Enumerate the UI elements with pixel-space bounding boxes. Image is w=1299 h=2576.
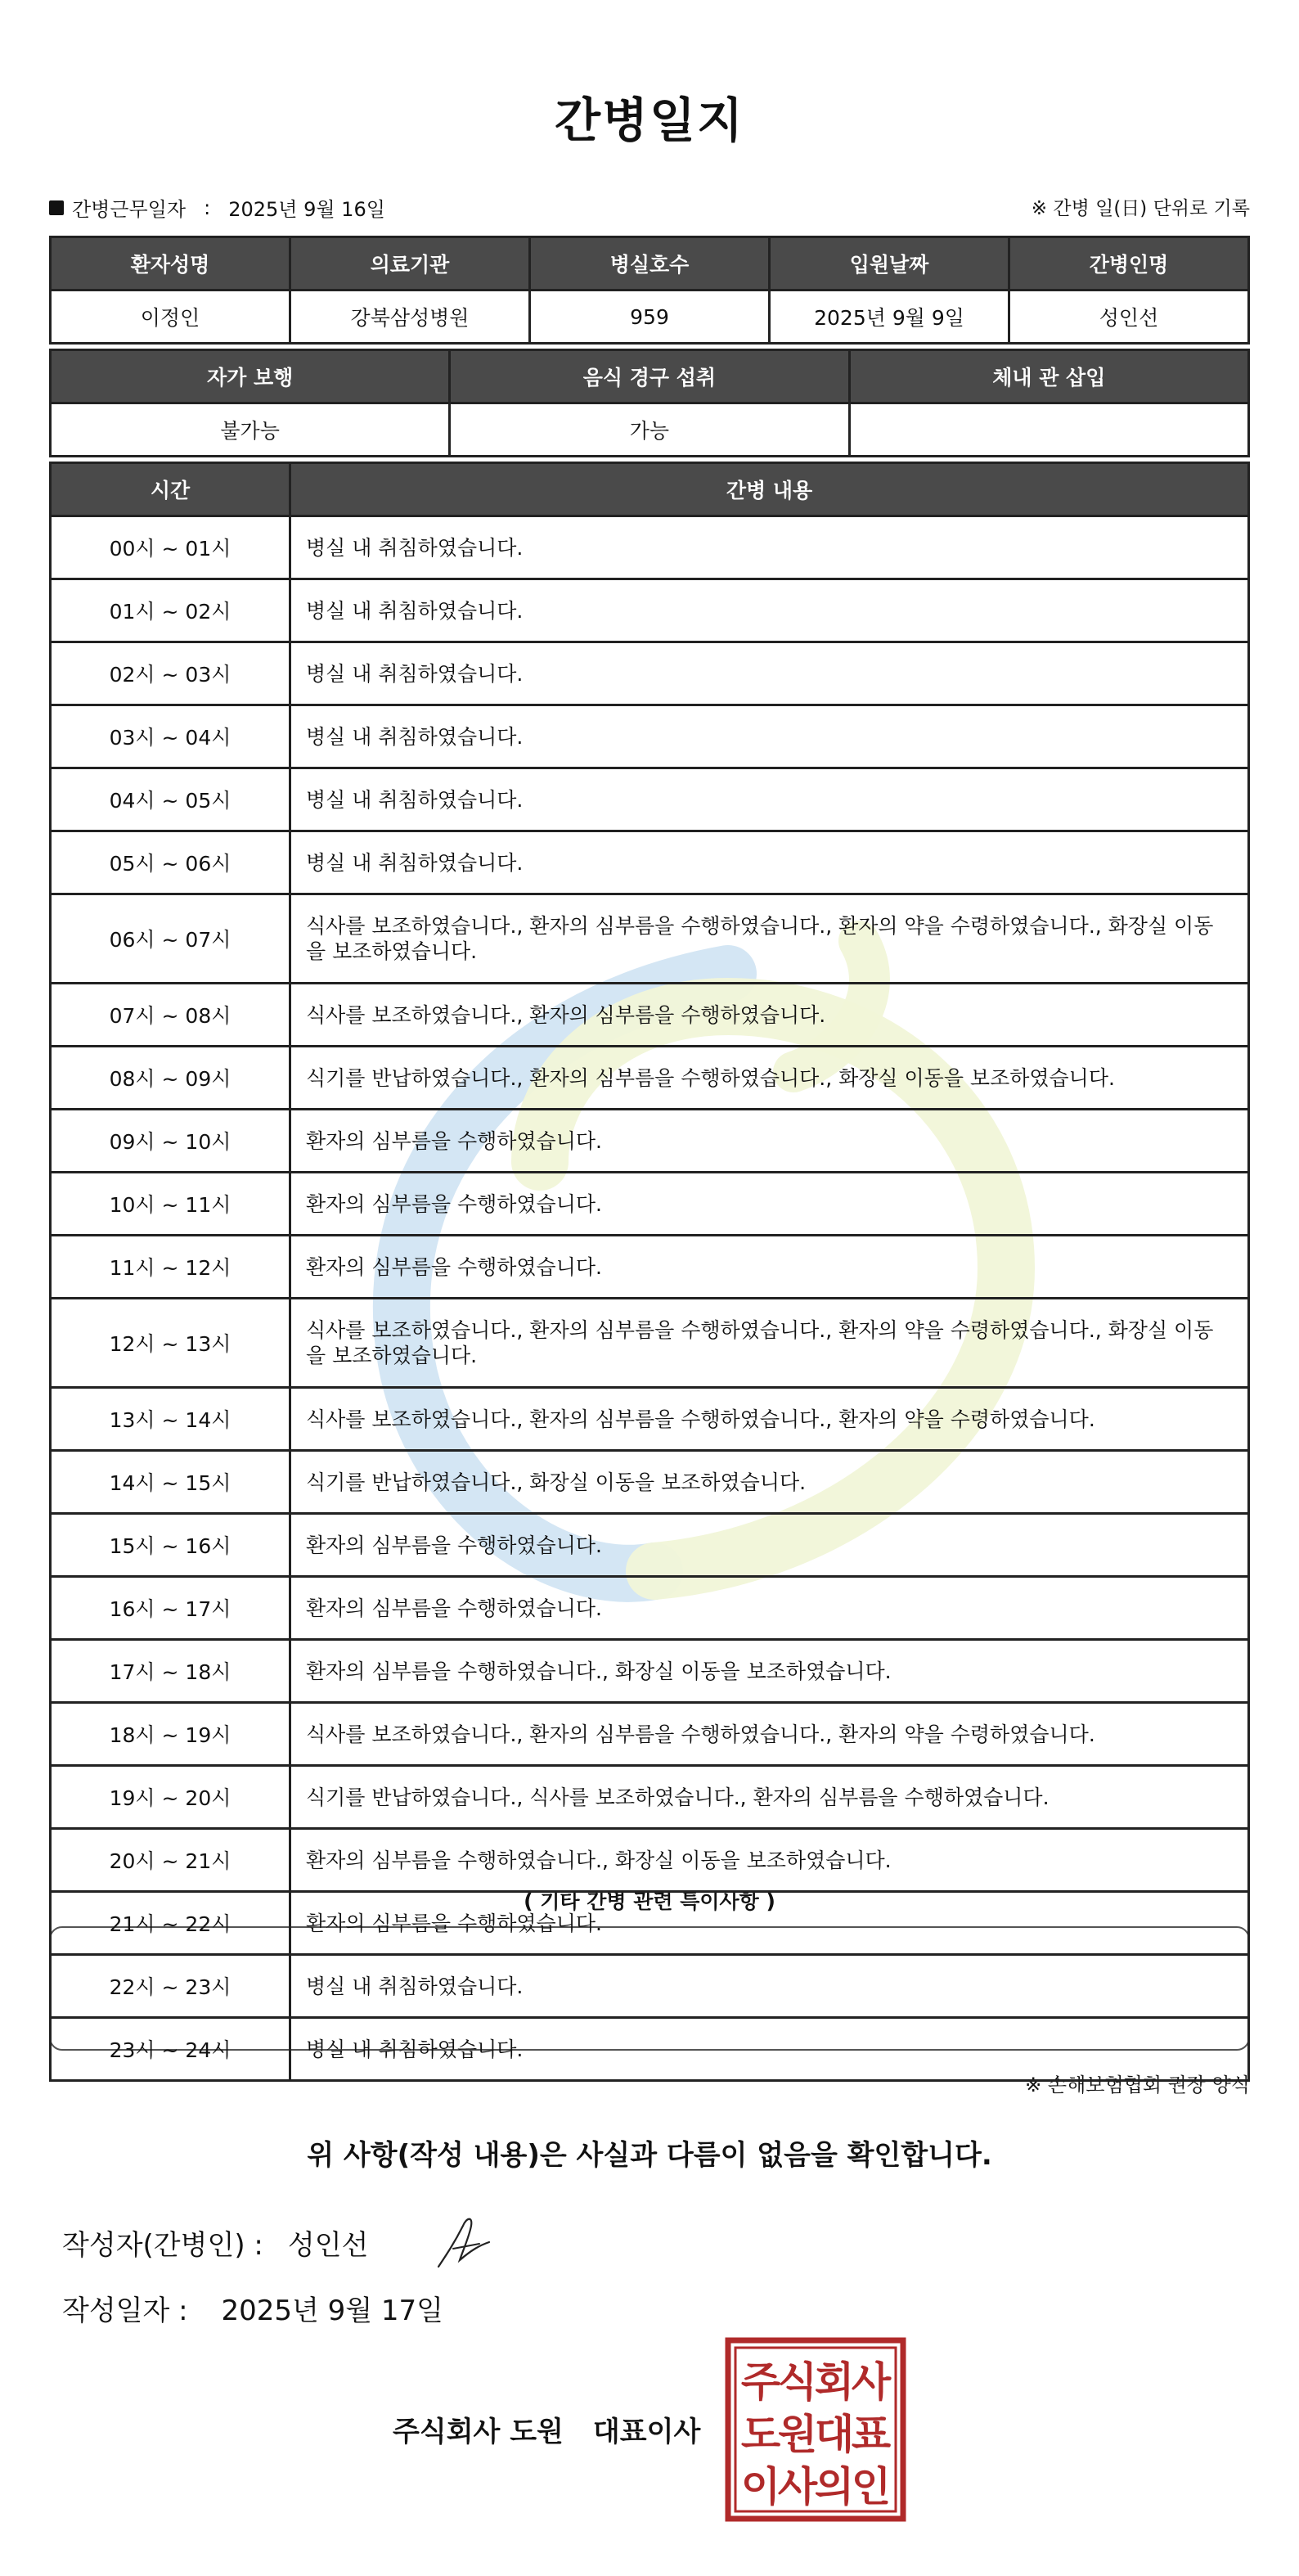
log-time: 11시 ~ 12시 [51, 1236, 290, 1299]
log-content: 병실 내 취침하였습니다. [290, 579, 1249, 642]
patient-status-table [49, 349, 1250, 457]
header-caregiver-name: 간병인명 [1009, 237, 1249, 290]
care-log-table [49, 462, 1250, 2082]
table-row [51, 1173, 1249, 1236]
table-row [51, 516, 1249, 579]
log-time: 18시 ~ 19시 [51, 1703, 290, 1766]
table-row [51, 1047, 1249, 1110]
company-name: 주식회사 도원 [393, 2416, 564, 2448]
table-row [51, 768, 1249, 831]
log-content: 식사를 보조하였습니다., 환자의 심부름을 수행하였습니다., 환자의 약을 수령하였습니다. [290, 1703, 1249, 1766]
log-content: 식기를 반납하였습니다., 환자의 심부름을 수행하였습니다., 화장실 이동을 보조하였습니다. [290, 1047, 1249, 1110]
log-content: 식기를 반납하였습니다., 식사를 보조하였습니다., 환자의 심부름을 수행하였습니다. [290, 1766, 1249, 1829]
log-time: 17시 ~ 18시 [51, 1640, 290, 1703]
log-time: 19시 ~ 20시 [51, 1766, 290, 1829]
svg-text:의: 의 [814, 2463, 855, 2511]
svg-text:이: 이 [740, 2463, 781, 2511]
svg-text:원: 원 [777, 2411, 818, 2458]
log-time: 03시 ~ 04시 [51, 705, 290, 768]
log-content: 병실 내 취침하였습니다. [290, 516, 1249, 579]
header-room-number: 병실호수 [530, 237, 770, 290]
room-number: 959 [530, 290, 770, 344]
table-row [51, 831, 1249, 894]
log-content: 병실 내 취침하였습니다. [290, 831, 1249, 894]
table-header-row [51, 463, 1249, 516]
admission-date: 2025년 9월 9일 [770, 290, 1009, 344]
table-row [51, 290, 1249, 344]
log-time: 15시 ~ 16시 [51, 1514, 290, 1577]
table-header-row [51, 237, 1249, 290]
log-content: 병실 내 취침하였습니다. [290, 642, 1249, 705]
log-time: 16시 ~ 17시 [51, 1577, 290, 1640]
log-time: 13시 ~ 14시 [51, 1388, 290, 1451]
header-patient-name: 환자성명 [51, 237, 290, 290]
hospital-name: 강북삼성병원 [290, 290, 530, 344]
log-content: 식기를 반납하였습니다., 화장실 이동을 보조하였습니다. [290, 1451, 1249, 1514]
confirmation-statement: 위 사항(작성 내용)은 사실과 다름이 없음을 확인합니다. [307, 2139, 992, 2172]
care-log-page [49, 0, 1250, 2576]
table-row [51, 705, 1249, 768]
log-content: 환자의 심부름을 수행하였습니다. [290, 1577, 1249, 1640]
svg-text:주: 주 [740, 2358, 781, 2406]
patient-info-table [49, 236, 1250, 345]
log-time: 10시 ~ 11시 [51, 1173, 290, 1236]
log-time: 09시 ~ 10시 [51, 1110, 290, 1173]
log-content: 병실 내 취침하였습니다. [290, 2018, 1249, 2081]
table-row [51, 894, 1249, 984]
svg-text:대: 대 [814, 2411, 855, 2458]
log-content: 환자의 심부름을 수행하였습니다. [290, 1514, 1249, 1577]
signature-icon [430, 2209, 504, 2275]
record-unit-note: ※ 간병 일(日) 단위로 기록 [1031, 198, 1250, 219]
log-content: 병실 내 취침하였습니다. [290, 1955, 1249, 2018]
log-time: 07시 ~ 08시 [51, 984, 290, 1047]
log-time: 20시 ~ 21시 [51, 1829, 290, 1892]
table-row [51, 1640, 1249, 1703]
self-walking-value: 불가능 [51, 403, 450, 457]
writer-label: 작성자(간병인) : [62, 2229, 263, 2262]
table-row [51, 1829, 1249, 1892]
remarks-title: ( 기타 간병 관련 특이사항 ) [524, 1889, 775, 1913]
log-time: 05시 ~ 06시 [51, 831, 290, 894]
table-row [51, 1299, 1249, 1388]
header-self-walking: 자가 보행 [51, 350, 450, 403]
log-time: 02시 ~ 03시 [51, 642, 290, 705]
company-seal-icon [725, 2337, 906, 2522]
log-content: 환자의 심부름을 수행하였습니다. [290, 1892, 1249, 1955]
log-time: 01시 ~ 02시 [51, 579, 290, 642]
work-date-separator: : [204, 196, 211, 219]
table-row [51, 579, 1249, 642]
log-content: 병실 내 취침하였습니다. [290, 705, 1249, 768]
written-date-line [62, 2288, 443, 2328]
table-row [51, 1766, 1249, 1829]
meta-row [49, 193, 1250, 223]
written-date-value: 2025년 9월 17일 [221, 2295, 444, 2327]
svg-text:사: 사 [851, 2358, 892, 2406]
table-row [51, 1236, 1249, 1299]
header-time: 시간 [51, 463, 290, 516]
log-time: 08시 ~ 09시 [51, 1047, 290, 1110]
log-content: 환자의 심부름을 수행하였습니다. [290, 1173, 1249, 1236]
table-row [51, 1451, 1249, 1514]
table-row [51, 1955, 1249, 2018]
log-content: 환자의 심부름을 수행하였습니다. [290, 1110, 1249, 1173]
writer-name: 성인선 [287, 2229, 369, 2262]
table-row [51, 1110, 1249, 1173]
log-time: 04시 ~ 05시 [51, 768, 290, 831]
log-content: 환자의 심부름을 수행하였습니다., 화장실 이동을 보조하였습니다. [290, 1829, 1249, 1892]
log-time: 00시 ~ 01시 [51, 516, 290, 579]
table-row [51, 984, 1249, 1047]
table-row [51, 1388, 1249, 1451]
company-rep: 대표이사 [592, 2416, 701, 2448]
work-date [49, 193, 385, 222]
log-content: 환자의 심부름을 수행하였습니다. [290, 1236, 1249, 1299]
square-bullet-icon [49, 200, 64, 215]
work-date-label: 간병근무일자 [72, 198, 187, 221]
page-title: 간병일지 [554, 92, 745, 148]
table-row [51, 642, 1249, 705]
table-row [51, 403, 1249, 457]
log-content: 식사를 보조하였습니다., 환자의 심부름을 수행하였습니다. [290, 984, 1249, 1047]
header-care-content: 간병 내용 [290, 463, 1249, 516]
table-row [51, 1703, 1249, 1766]
oral-intake-value: 가능 [450, 403, 849, 457]
written-date-label: 작성일자 : [62, 2295, 188, 2327]
log-time: 06시 ~ 07시 [51, 894, 290, 984]
svg-text:도: 도 [740, 2411, 781, 2458]
svg-text:사: 사 [777, 2463, 818, 2511]
header-admission-date: 입원날짜 [770, 237, 1009, 290]
table-row [51, 1892, 1249, 1955]
writer-line [62, 2222, 368, 2263]
patient-name: 이정인 [51, 290, 290, 344]
log-time: 22시 ~ 23시 [51, 1955, 290, 2018]
tube-insertion-value [849, 403, 1248, 457]
log-time: 14시 ~ 15시 [51, 1451, 290, 1514]
log-time: 21시 ~ 22시 [51, 1892, 290, 1955]
log-time: 12시 ~ 13시 [51, 1299, 290, 1388]
svg-text:식: 식 [777, 2358, 818, 2406]
table-row [51, 1577, 1249, 1640]
table-header-row [51, 350, 1249, 403]
header-tube-insertion: 체내 관 삽입 [849, 350, 1248, 403]
table-row [51, 2018, 1249, 2081]
log-content: 식사를 보조하였습니다., 환자의 심부름을 수행하였습니다., 환자의 약을 수령하였습니다., 화장실 이동을 보조하였습니다. [290, 1299, 1249, 1388]
header-oral-intake: 음식 경구 섭취 [450, 350, 849, 403]
svg-text:회: 회 [814, 2358, 855, 2406]
header-hospital: 의료기관 [290, 237, 530, 290]
log-content: 병실 내 취침하였습니다. [290, 768, 1249, 831]
care-log-rows [51, 516, 1249, 2081]
log-content: 환자의 심부름을 수행하였습니다., 화장실 이동을 보조하였습니다. [290, 1640, 1249, 1703]
company-line [393, 2409, 700, 2449]
log-content: 식사를 보조하였습니다., 환자의 심부름을 수행하였습니다., 환자의 약을 수령하였습니다., 화장실 이동을 보조하였습니다. [290, 894, 1249, 984]
svg-text:인: 인 [851, 2463, 892, 2511]
work-date-value: 2025년 9월 16일 [228, 198, 385, 221]
caregiver-name: 성인선 [1009, 290, 1249, 344]
log-content: 식사를 보조하였습니다., 환자의 심부름을 수행하였습니다., 환자의 약을 수령하였습니다. [290, 1388, 1249, 1451]
log-time: 23시 ~ 24시 [51, 2018, 290, 2081]
table-row [51, 1514, 1249, 1577]
svg-text:표: 표 [851, 2411, 892, 2458]
recommend-note: ※ 손해보험협회 권장 양식 [1025, 2074, 1250, 2096]
